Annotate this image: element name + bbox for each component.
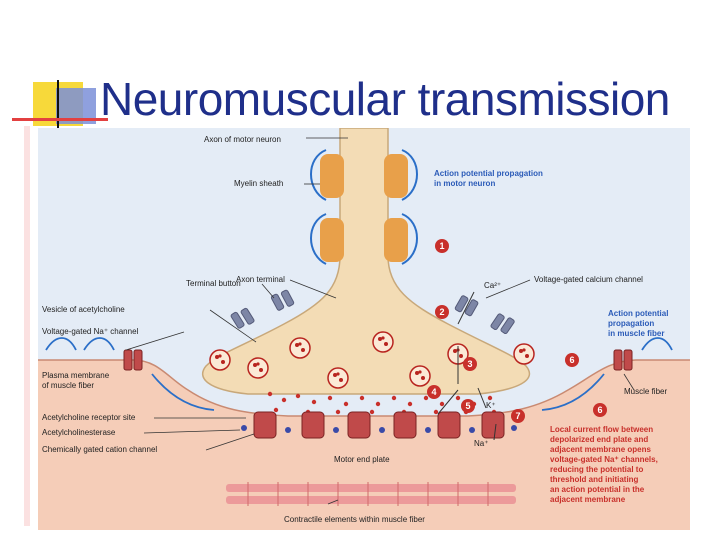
contractile-element — [226, 484, 516, 492]
label-contractile: Contractile elements within muscle fiber — [284, 515, 425, 524]
label-na-channel: Voltage-gated Na⁺ channel — [42, 327, 139, 336]
step-4: 4 — [431, 387, 437, 397]
myelin-segment — [320, 218, 344, 262]
label-ache: Acetylcholinesterase — [42, 428, 116, 437]
label-ach-receptor: Acetylcholine receptor site — [42, 413, 136, 422]
myelin-segment — [384, 154, 408, 198]
label-ap-motor-2: in motor neuron — [434, 179, 496, 188]
label-ca-ion: Ca²⁺ — [484, 281, 502, 290]
label-local-2: depolarized end plate and — [550, 435, 649, 444]
step-6b: 6 — [597, 405, 603, 415]
decorative-bar — [24, 126, 30, 526]
step-7: 7 — [515, 411, 521, 421]
myelin-segment — [384, 218, 408, 262]
label-plasma-2: of muscle fiber — [42, 381, 95, 390]
step-5: 5 — [465, 401, 471, 411]
label-axon-terminal: Axon terminal — [236, 275, 285, 284]
label-local-4: voltage-gated Na⁺ channels, — [550, 455, 658, 464]
label-muscle-fiber: Muscle fiber — [624, 387, 668, 396]
label-k-ion: K⁺ — [486, 401, 496, 410]
decorative-red-line — [12, 118, 108, 121]
label-local-8: adjacent membrane — [550, 495, 626, 504]
label-local-5: reducing the potential to — [550, 465, 644, 474]
label-calcium-channel: Voltage-gated calcium channel — [534, 275, 643, 284]
label-local-3: adjacent membrane opens — [550, 445, 651, 454]
decorative-vertical-line — [57, 80, 59, 130]
myelin-segment — [320, 154, 344, 198]
label-ap-muscle-2: propagation — [608, 319, 655, 328]
step-2: 2 — [439, 307, 445, 317]
step-1: 1 — [439, 241, 445, 251]
step-6: 6 — [569, 355, 575, 365]
label-terminal-button: Terminal button — [186, 279, 241, 288]
label-local-7: an action potential in the — [550, 485, 645, 494]
label-vesicle: Vesicle of acetylcholine — [42, 305, 125, 314]
step-3: 3 — [467, 359, 473, 369]
label-axon: Axon of motor neuron — [204, 135, 281, 144]
slide-title: Neuromuscular transmission — [100, 73, 670, 125]
neuromuscular-diagram — [38, 128, 690, 530]
label-ap-motor-1: Action potential propagation — [434, 169, 543, 178]
label-ap-muscle-1: Action potential — [608, 309, 669, 318]
label-end-plate: Motor end plate — [334, 455, 390, 464]
label-ap-muscle-3: in muscle fiber — [608, 329, 665, 338]
label-myelin: Myelin sheath — [234, 179, 284, 188]
label-local-6: threshold and initiating — [550, 475, 639, 484]
label-cation-channel: Chemically gated cation channel — [42, 445, 158, 454]
label-na-ion: Na⁺ — [474, 439, 489, 448]
label-plasma-1: Plasma membrane — [42, 371, 110, 380]
contractile-element — [226, 496, 516, 504]
label-local-1: Local current flow between — [550, 425, 654, 434]
